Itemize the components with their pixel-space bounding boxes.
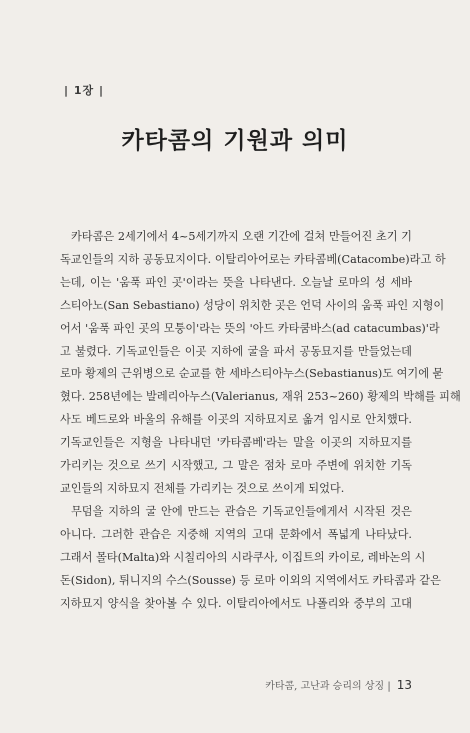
text-line: 돈(Sidon), 튀니지의 수스(Sousse) 등 로마 이외의 지역에서도 카타콤과 같은 <box>60 573 441 587</box>
page-footer <box>265 677 412 692</box>
text-line: 무덤을 지하의 굴 안에 만드는 관습은 기독교인들에게서 시작된 것은 <box>71 504 412 518</box>
text-line: 어서 '움푹 파인 곳의 모퉁이'라는 뜻의 '아드 카타쿰바스(ad catacumbas)'라 <box>60 321 440 335</box>
text-line: 아니다. 그러한 관습은 지중해 지역의 고대 문화에서 폭넓게 나타났다. <box>60 527 412 541</box>
text-line: 는데, 이는 '움푹 파인 곳'이라는 뜻을 나타낸다. 오늘날 로마의 성 세바 <box>60 275 412 289</box>
text-line: 독교인들의 지하 공동묘지이다. 이탈리아어로는 카타콤베(Catacombe)라고 하 <box>60 252 446 266</box>
text-line: 지하묘지 양식을 찾아볼 수 있다. 이탈리아에서도 나폴리와 중부의 고대 <box>60 596 412 610</box>
text-line: 사도 베드로와 바울의 유해를 이곳의 지하묘지로 옮겨 임시로 안치했다. <box>60 413 412 427</box>
running-title: 카타콤, 고난과 승리의 상징 | <box>265 681 391 692</box>
text-line: 혔다. 258년에는 발레리아누스(Valerianus, 재위 253~260) 황제의 박해를 피해 <box>60 390 461 404</box>
chapter-label: | 1장 | <box>64 84 104 97</box>
paragraph-2 <box>60 501 441 616</box>
text-line: 고 불렸다. 기독교인들은 이곳 지하에 굴을 파서 공동묘지를 만들었는데 <box>60 344 412 358</box>
text-line: 로마 황제의 근위병으로 순교를 한 세바스티아누스(Sebastianus)도 여기에 묻 <box>60 367 444 381</box>
text-line: 교인들의 지하묘지 전체를 가리키는 것으로 쓰이게 되었다. <box>60 481 345 495</box>
text-line: 그래서 몰타(Malta)와 시칠리아의 시라쿠사, 이집트의 카이로, 레바논의 시 <box>60 550 426 564</box>
paragraph-1 <box>60 226 461 501</box>
text-line: 스티아노(San Sebastiano) 성당이 위치한 곳은 언덕 사이의 움푹 파인 지형이 <box>60 298 445 312</box>
chapter-title: 카타콤의 기원과 의미 <box>121 128 349 154</box>
text-line: 기독교인들은 지형을 나타내던 '카타콤베'라는 말을 이곳의 지하묘지를 <box>60 436 412 450</box>
text-line: 카타콤은 2세기에서 4~5세기까지 오랜 기간에 걸쳐 만들어진 초기 기 <box>71 230 412 243</box>
body-text <box>60 226 461 615</box>
text-line: 가리키는 것으로 쓰기 시작했고, 그 말은 점차 로마 주변에 위치한 기독 <box>60 459 412 473</box>
page-number: 13 <box>396 678 412 692</box>
